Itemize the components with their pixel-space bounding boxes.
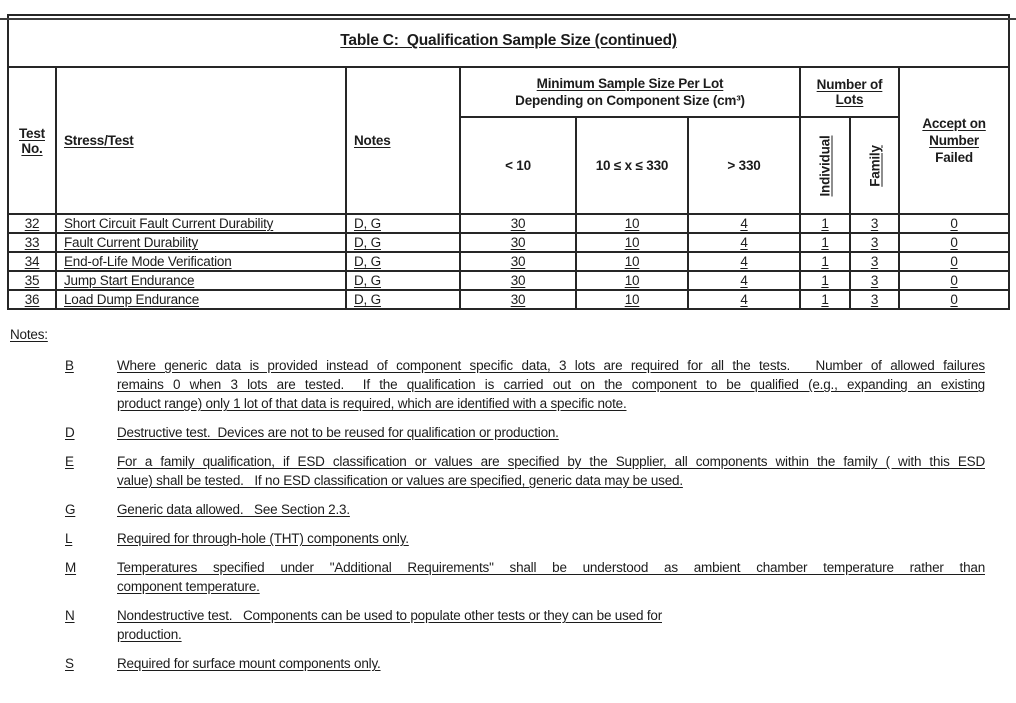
notes-section-label: Notes: — [10, 327, 48, 342]
note-text — [117, 558, 985, 596]
header-number-of-lots: Number of Lots — [800, 67, 899, 117]
cell-stress-test: Load Dump Endurance — [56, 290, 346, 309]
note-item — [65, 423, 1016, 442]
cell-accept-on-number-failed: 0 — [899, 214, 1009, 233]
cell-notes: D, G — [346, 252, 460, 271]
cell-lots-individual: 1 — [800, 271, 850, 290]
note-line: production. — [117, 627, 182, 642]
cell-sample-lt-10: 30 — [460, 252, 576, 271]
table-row — [8, 214, 1009, 233]
note-line: Nondestructive test. Components can be used to populate other tests or they can be used for — [117, 608, 662, 623]
note-letter: S — [65, 656, 74, 671]
table-row — [8, 252, 1009, 271]
cell-sample-gt-330: 4 — [688, 214, 800, 233]
cell-lots-family: 3 — [850, 214, 899, 233]
note-text — [117, 500, 985, 519]
cell-sample-lt-10: 30 — [460, 233, 576, 252]
note-line: For a family qualification, if ESD classification or values are specified by the Supplier, all components within the family ( with this ESD — [117, 454, 985, 469]
cell-test-no: 36 — [8, 290, 56, 309]
note-line: Required for surface mount components only. — [117, 656, 381, 671]
cell-sample-lt-10: 30 — [460, 214, 576, 233]
cell-lots-family: 3 — [850, 252, 899, 271]
cell-lots-family: 3 — [850, 290, 899, 309]
note-line: Required for through-hole (THT) components only. — [117, 531, 409, 546]
cell-sample-lt-10: 30 — [460, 290, 576, 309]
header-notes: Notes — [346, 67, 460, 214]
cell-sample-10-to-330: 10 — [576, 233, 688, 252]
cell-notes: D, G — [346, 271, 460, 290]
cell-notes: D, G — [346, 290, 460, 309]
header-size-10-to-330: 10 ≤ x ≤ 330 — [576, 117, 688, 214]
note-item — [65, 558, 1016, 596]
note-line: Temperatures specified under "Additional Requirements" shall be understood as ambient chamber temperature rather than — [117, 560, 985, 575]
cell-sample-gt-330: 4 — [688, 252, 800, 271]
note-letter: D — [65, 425, 75, 440]
note-text — [117, 529, 985, 548]
cell-stress-test: End-of-Life Mode Verification — [56, 252, 346, 271]
note-letter: M — [65, 560, 77, 575]
notes-list — [0, 356, 1016, 673]
cell-sample-gt-330: 4 — [688, 271, 800, 290]
cell-sample-10-to-330: 10 — [576, 290, 688, 309]
table-title-row — [8, 15, 1009, 67]
cell-notes: D, G — [346, 214, 460, 233]
note-text — [117, 423, 985, 442]
note-line: Where generic data is provided instead of component specific data, 3 lots are required for all the tests. Number of allowed failures — [117, 358, 985, 373]
note-item — [65, 606, 1016, 644]
table-row — [8, 290, 1009, 309]
header-min-sample-size: Minimum Sample Size Per Lot Depending on Component Size (cm³) — [460, 67, 800, 117]
note-letter: E — [65, 454, 74, 469]
cell-accept-on-number-failed: 0 — [899, 271, 1009, 290]
cell-lots-individual: 1 — [800, 233, 850, 252]
cell-sample-10-to-330: 10 — [576, 214, 688, 233]
note-line: product range) only 1 lot of that data is required, which are identified with a specific note. — [117, 396, 627, 411]
cell-lots-individual: 1 — [800, 252, 850, 271]
note-text — [117, 654, 985, 673]
note-line: Generic data allowed. See Section 2.3. — [117, 502, 350, 517]
note-item — [65, 500, 1016, 519]
header-stress-test: Stress/Test — [56, 67, 346, 214]
cell-test-no: 32 — [8, 214, 56, 233]
cell-accept-on-number-failed: 0 — [899, 252, 1009, 271]
note-line: value) shall be tested. If no ESD classification or values are specified, generic data may be used. — [117, 473, 683, 488]
note-letter: G — [65, 502, 76, 517]
cell-lots-family: 3 — [850, 233, 899, 252]
cell-sample-lt-10: 30 — [460, 271, 576, 290]
cell-stress-test: Jump Start Endurance — [56, 271, 346, 290]
header-size-lt-10: < 10 — [460, 117, 576, 214]
note-item — [65, 452, 1016, 490]
note-text — [117, 356, 985, 413]
note-item — [65, 529, 1016, 548]
qualification-sample-size-table — [7, 14, 1010, 310]
cell-lots-individual: 1 — [800, 290, 850, 309]
cell-lots-family: 3 — [850, 271, 899, 290]
cell-test-no: 35 — [8, 271, 56, 290]
cell-stress-test: Fault Current Durability — [56, 233, 346, 252]
cell-lots-individual: 1 — [800, 214, 850, 233]
header-size-gt-330: > 330 — [688, 117, 800, 214]
note-letter: L — [65, 531, 73, 546]
note-text — [117, 606, 985, 644]
note-line: remains 0 when 3 lots are tested. If the qualification is carried out on the component to be qualified (e.g., expanding an existing — [117, 377, 985, 392]
cell-sample-10-to-330: 10 — [576, 271, 688, 290]
header-individual: Individual — [800, 117, 850, 214]
note-item — [65, 356, 1016, 413]
cell-sample-10-to-330: 10 — [576, 252, 688, 271]
cell-sample-gt-330: 4 — [688, 233, 800, 252]
table-row — [8, 233, 1009, 252]
page-top-edge — [0, 18, 1016, 20]
note-line: Destructive test. Devices are not to be reused for qualification or production. — [117, 425, 559, 440]
note-text — [117, 452, 985, 490]
note-line: component temperature. — [117, 579, 260, 594]
cell-test-no: 33 — [8, 233, 56, 252]
cell-notes: D, G — [346, 233, 460, 252]
cell-test-no: 34 — [8, 252, 56, 271]
cell-accept-on-number-failed: 0 — [899, 290, 1009, 309]
cell-stress-test: Short Circuit Fault Current Durability — [56, 214, 346, 233]
table-row — [8, 271, 1009, 290]
note-item — [65, 654, 1016, 673]
header-test-no: Test No. — [8, 67, 56, 214]
cell-sample-gt-330: 4 — [688, 290, 800, 309]
note-letter: N — [65, 608, 75, 623]
cell-accept-on-number-failed: 0 — [899, 233, 1009, 252]
header-row-1 — [8, 67, 1009, 117]
note-letter: B — [65, 358, 74, 373]
table-body — [8, 214, 1009, 309]
header-family: Family — [850, 117, 899, 214]
header-accept-on-number-failed: Accept on Number Failed — [899, 67, 1009, 214]
table-title: Table C: Qualification Sample Size (continued) — [340, 32, 677, 49]
